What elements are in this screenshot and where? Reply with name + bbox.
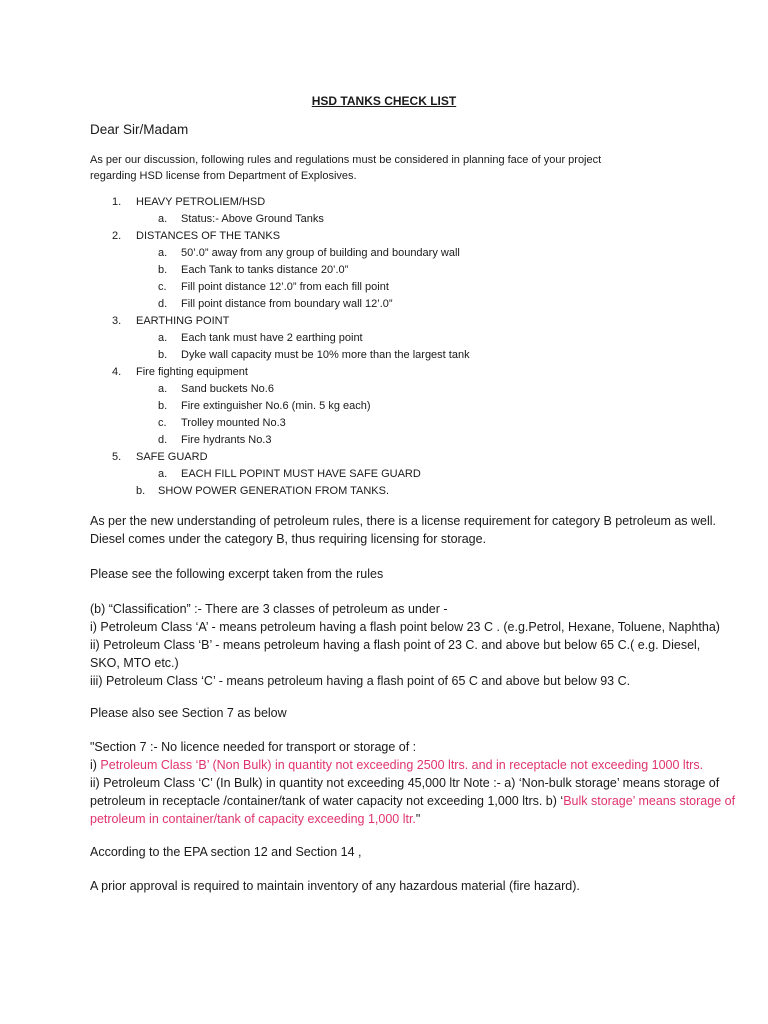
classification-line: i) Petroleum Class ‘A’ - means petroleum having a flash point below 23 C . (e.g.Petrol, Hexane, Toluene, Naphtha) [90,620,720,634]
sub-item: Fire hydrants No.3 [181,434,272,446]
sub-item: SHOW POWER GENERATION FROM TANKS. [158,485,390,497]
section7-text: petroleum in receptacle /container/tank of water capacity not exceeding 1,000 ltrs. b) ‘ [90,794,564,808]
document-title: HSD TANKS CHECK LIST [311,94,457,108]
list-number: 5. [112,451,122,463]
sub-letter: a. [158,247,168,259]
sub-item: Sand buckets No.6 [181,383,274,395]
paragraph-line: Diesel comes under the category B, thus requiring licensing for storage. [90,532,487,546]
sub-item: Trolley mounted No.3 [181,417,286,429]
classification-block [90,600,720,690]
sub-letter: b. [158,400,168,412]
intro-paragraph [90,152,601,184]
list-item-label: SAFE GUARD [136,451,208,463]
sub-item: Each Tank to tanks distance 20’.0” [181,264,349,276]
section7-line [90,792,735,810]
approval-paragraph: A prior approval is required to maintain inventory of any hazardous material (fire hazard). [90,879,580,893]
sub-letter: d. [158,298,168,310]
classification-line: SKO, MTO etc.) [90,656,179,670]
sub-letter: c. [158,417,167,429]
sub-item: Dyke wall capacity must be 10% more than the largest tank [181,349,470,361]
epa-paragraph: According to the EPA section 12 and Section 14 , [90,845,362,859]
list-item-label: Fire fighting equipment [136,366,248,378]
sub-item: Fire extinguisher No.6 (min. 5 kg each) [181,400,371,412]
section7-line: ii) Petroleum Class ‘C’ (In Bulk) in quantity not exceeding 45,000 ltr Note :- a) ‘Non-bulk storage’ means storage of [90,776,720,790]
sub-letter: b. [158,349,168,361]
section7-prefix: i) [90,758,101,772]
sub-letter: b. [158,264,168,276]
section7-block [90,738,735,828]
section7-line [90,810,735,828]
sub-letter: a. [158,332,168,344]
highlighted-text: petroleum in container/tank of capacity exceeding 1,000 ltr. [90,812,416,826]
sub-letter: a. [158,468,168,480]
highlighted-text: Petroleum Class ‘B’ (Non Bulk) in quantity not exceeding 2500 ltrs. and in receptacle not exceeding 1000 ltrs. [100,758,704,772]
classification-line: (b) “Classification” :- There are 3 classes of petroleum as under - [90,602,448,616]
sub-letter: c. [158,281,167,293]
section7-intro: Please also see Section 7 as below [90,706,287,720]
section7-line: "Section 7 :- No licence needed for transport or storage of : [90,740,417,754]
list-item-label: HEAVY PETROLIEM/HSD [136,196,266,208]
list-number: 2. [112,230,122,242]
sub-letter: b. [136,485,146,497]
sub-letter: d. [158,434,168,446]
sub-letter: a. [158,383,168,395]
sub-item: Each tank must have 2 earthing point [181,332,363,344]
intro-line: regarding HSD license from Department of Explosives. [90,170,357,182]
excerpt-intro: Please see the following excerpt taken from the rules [90,567,384,581]
list-number: 4. [112,366,122,378]
greeting: Dear Sir/Madam [90,122,189,137]
classification-line: iii) Petroleum Class ‘C’ - means petroleum having a flash point of 65 C and above but below 93 C. [90,674,631,688]
classification-line: ii) Petroleum Class ‘B’ - means petroleum having a flash point of 23 C. and above but below 65 C.( e.g. Diesel, [90,638,701,652]
petroleum-rules-paragraph [90,512,716,548]
intro-line: As per our discussion, following rules and regulations must be considered in planning face of your project [90,154,602,166]
section7-text: " [415,812,421,826]
sub-item: Fill point distance 12’.0” from each fill point [181,281,389,293]
list-number: 3. [112,315,122,327]
sub-item: 50’.0” away from any group of building and boundary wall [181,247,460,259]
highlighted-text: Bulk storage’ means storage of [563,794,736,808]
list-item-label: EARTHING POINT [136,315,230,327]
list-item-label: DISTANCES OF THE TANKS [136,230,281,242]
sub-item: Fill point distance from boundary wall 12’.0” [181,298,393,310]
sub-item: EACH FILL POPINT MUST HAVE SAFE GUARD [181,468,421,480]
paragraph-line: As per the new understanding of petroleum rules, there is a license requirement for category B petroleum as well. [90,514,717,528]
section7-line [90,756,735,774]
sub-item: Status:- Above Ground Tanks [181,213,324,225]
sub-letter: a. [158,213,168,225]
list-number: 1. [112,196,122,208]
